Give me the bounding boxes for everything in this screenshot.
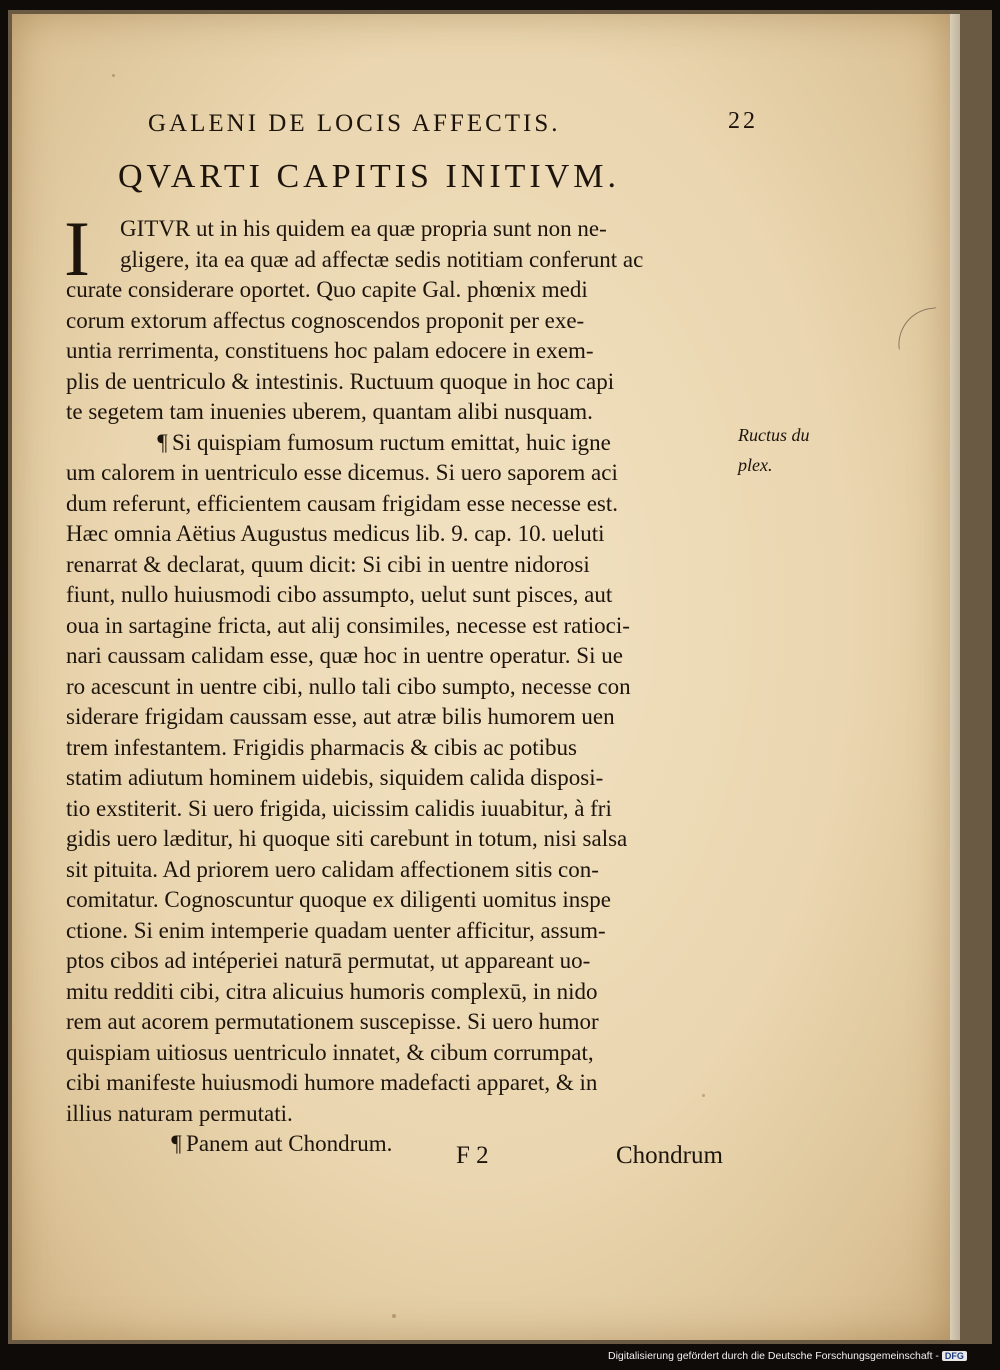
text-line: tio exstiterit. Si uero frigida, uicissim calidis iuuabitur, à fri [66, 795, 612, 821]
text-line: cibi manifeste huiusmodi humore madefacti apparet, & in [66, 1070, 598, 1095]
text-line: gligere, ita ea quæ ad affectæ sedis notitiam conferunt ac [120, 246, 644, 272]
paragraph-mark-icon: ¶ [156, 429, 169, 455]
text-line: plis de uentriculo & intestinis. Ructuum quoque in hoc capi [66, 368, 615, 394]
text-line: rem aut acorem permutationem suscepisse. Si uero humor [66, 1009, 599, 1034]
text-line: sit pituita. Ad priorem uero calidam affectionem sitis con- [66, 856, 599, 882]
text-line: trem infestantem. Frigidis pharmacis & cibis ac potibus [66, 734, 578, 760]
text-line: quispiam uitiosus uentriculo innatet, & cibum corrumpat, [66, 1039, 594, 1065]
text-line: comitatur. Cognoscuntur quoque ex diligenti uomitus inspe [66, 887, 611, 912]
drop-cap: I [64, 205, 90, 292]
text-line: ptos cibos ad intéperiei naturā permutat, ut appareant uo- [66, 948, 591, 973]
text-line: oua in sartagine fricta, aut alij consimiles, necesse est ratioci- [66, 612, 630, 638]
running-header [148, 104, 758, 144]
margin-note [738, 420, 848, 480]
page-edge [950, 14, 960, 1340]
text-line: dum referunt, efficientem causam frigidam esse necesse est. [66, 490, 618, 516]
text-line: illius naturam permutati. [66, 1100, 293, 1126]
text-line: gidis uero læditur, hi quoque siti carebunt in totum, nisi salsa [66, 826, 628, 851]
footer-credit: Digitalisierung gefördert durch die Deutsche Forschungsgemeinschaft - [608, 1350, 939, 1362]
text-line: renarrat & declarat, quum dicit: Si cibi in uentre nidorosi [66, 551, 590, 577]
text-line: siderare frigidam caussam esse, aut atræ bilis humorem uen [66, 704, 615, 729]
text-line: te segetem tam inuenies uberem, quantam alibi nusquam. [66, 399, 593, 424]
text-line: ¶ Si quispiam fumosum ructum emittat, huic igne [156, 429, 611, 455]
text-line: fiunt, nullo huiusmodi cibo assumpto, uelut sunt pisces, aut [66, 582, 613, 607]
text-line: curate considerare oportet. Quo capite Gal. phœnix medi [66, 277, 588, 302]
catchword: Chondrum [616, 1142, 723, 1169]
text-line: mitu redditi cibi, citra alicuius humoris complexū, in nido [66, 978, 598, 1004]
body-text [64, 205, 746, 1160]
text-line: corum extorum affectus cognoscendos proponit per exe- [66, 307, 585, 333]
text-line: ctione. Si enim intemperie quadam uenter afficitur, assum- [66, 917, 606, 943]
paper-speck [392, 1314, 396, 1318]
digitization-footer [608, 1350, 996, 1368]
text-line: statim adiutum hominem uidebis, siquidem calida disposi- [66, 765, 604, 790]
running-title: GALENI DE LOCIS AFFECTIS. [148, 110, 561, 137]
paper-speck [112, 74, 115, 77]
page-number: 22 [728, 108, 758, 134]
chapter-title: QVARTI CAPITIS INITIVM. [118, 158, 621, 195]
dfg-logo-icon: DFG [942, 1351, 967, 1361]
text-line: untia rerrimenta, constituens hoc palam edocere in exem- [66, 338, 594, 363]
paragraph-mark-icon: ¶ [170, 1131, 183, 1156]
text-line: nari caussam calidam esse, quæ hoc in uentre operatur. Si ue [66, 643, 623, 668]
text-line: ¶ Panem aut Chondrum. [170, 1131, 393, 1156]
text-line: GITVR ut in his quidem ea quæ propria sunt non ne- [120, 216, 607, 241]
margin-note-line: Ructus du [738, 425, 810, 445]
text-line: ro acescunt in uentre cibi, nullo tali cibo sumpto, necesse con [66, 673, 631, 699]
text-line: Hæc omnia Aëtius Augustus medicus lib. 9. cap. 10. ueluti [66, 521, 605, 546]
signature-mark: F 2 [456, 1142, 489, 1169]
text-line: um calorem in uentriculo esse dicemus. Si uero saporem aci [66, 460, 618, 485]
margin-note-line: plex. [738, 455, 773, 475]
